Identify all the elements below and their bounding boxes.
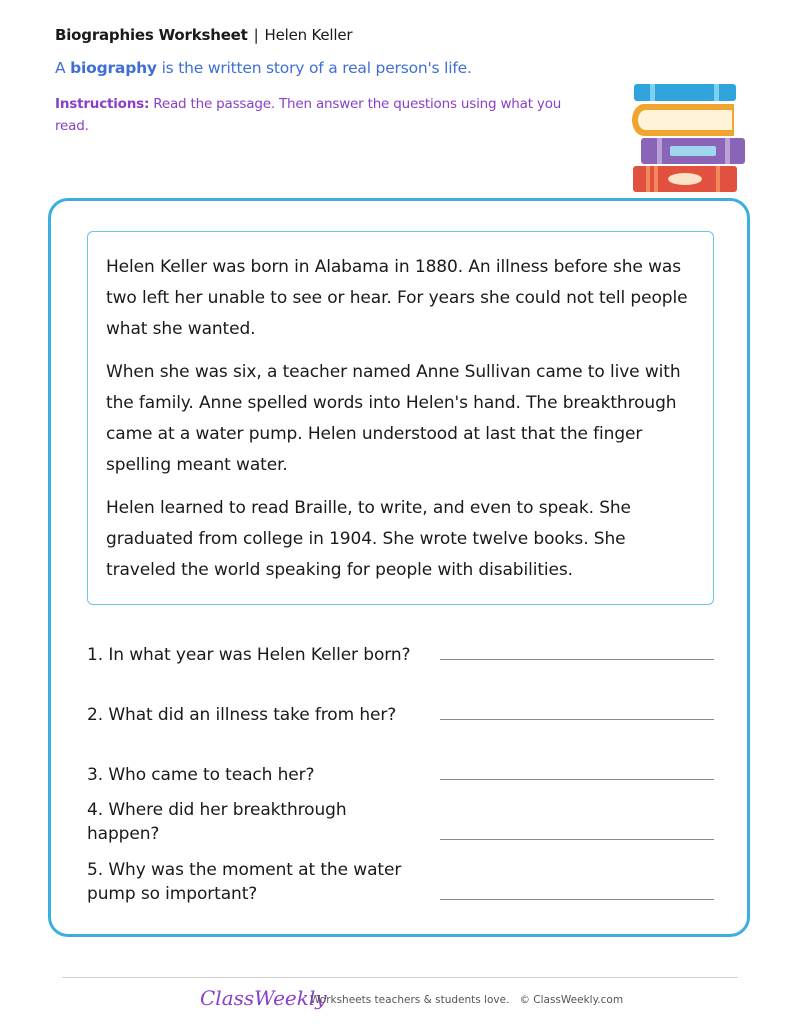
question-3: 3. Who came to teach her? (87, 765, 315, 785)
answer-line-3[interactable] (440, 779, 714, 780)
definition-rest: is the written story of a real person's life. (161, 59, 472, 77)
stack-of-books-icon (630, 82, 748, 194)
instructions (55, 93, 575, 137)
title-separator: | (253, 26, 259, 44)
instructions-text: Read the passage. Then answer the questions using what you read. (55, 96, 562, 134)
definition-term: biography (70, 59, 157, 77)
passage-paragraph-2: When she was six, a teacher named Anne Sullivan came to live with the family. Anne spelled words into Helen's hand. The breakthrough came at a water pump. Helen understood at last that the finger spelling meant water. (106, 362, 681, 475)
title-text: Biographies Worksheet (55, 26, 248, 44)
passage-paragraph-3: Helen learned to read Braille, to write, and even to speak. She graduated from college in 1904. She wrote twelve books. She traveled the world speaking for people with disabilities. (106, 498, 631, 580)
definition-line (55, 59, 472, 77)
tagline-text: Worksheets teachers & students love. (310, 994, 510, 1006)
footer-tagline (310, 994, 623, 1006)
brand-logo: ClassWeekly (200, 986, 327, 1010)
worksheet-title (55, 26, 352, 44)
passage-paragraph-1: Helen Keller was born in Alabama in 1880. An illness before she was two left her unable to see or hear. For years she could not tell people what she wanted. (106, 257, 688, 339)
title-subject: Helen Keller (264, 26, 353, 44)
copyright-text: © ClassWeekly.com (519, 994, 624, 1006)
footer-divider (62, 977, 738, 978)
answer-line-2[interactable] (440, 719, 714, 720)
reading-passage (87, 231, 714, 605)
question-4: 4. Where did her breakthrough happen? (87, 800, 347, 844)
answer-line-4[interactable] (440, 839, 714, 840)
answer-line-1[interactable] (440, 659, 714, 660)
question-2: 2. What did an illness take from her? (87, 705, 397, 725)
definition-prefix: A (55, 59, 66, 77)
question-1: 1. In what year was Helen Keller born? (87, 645, 411, 665)
answer-line-5[interactable] (440, 899, 714, 900)
instructions-label: Instructions: (55, 96, 150, 112)
question-5: 5. Why was the moment at the water pump so important? (87, 860, 402, 904)
